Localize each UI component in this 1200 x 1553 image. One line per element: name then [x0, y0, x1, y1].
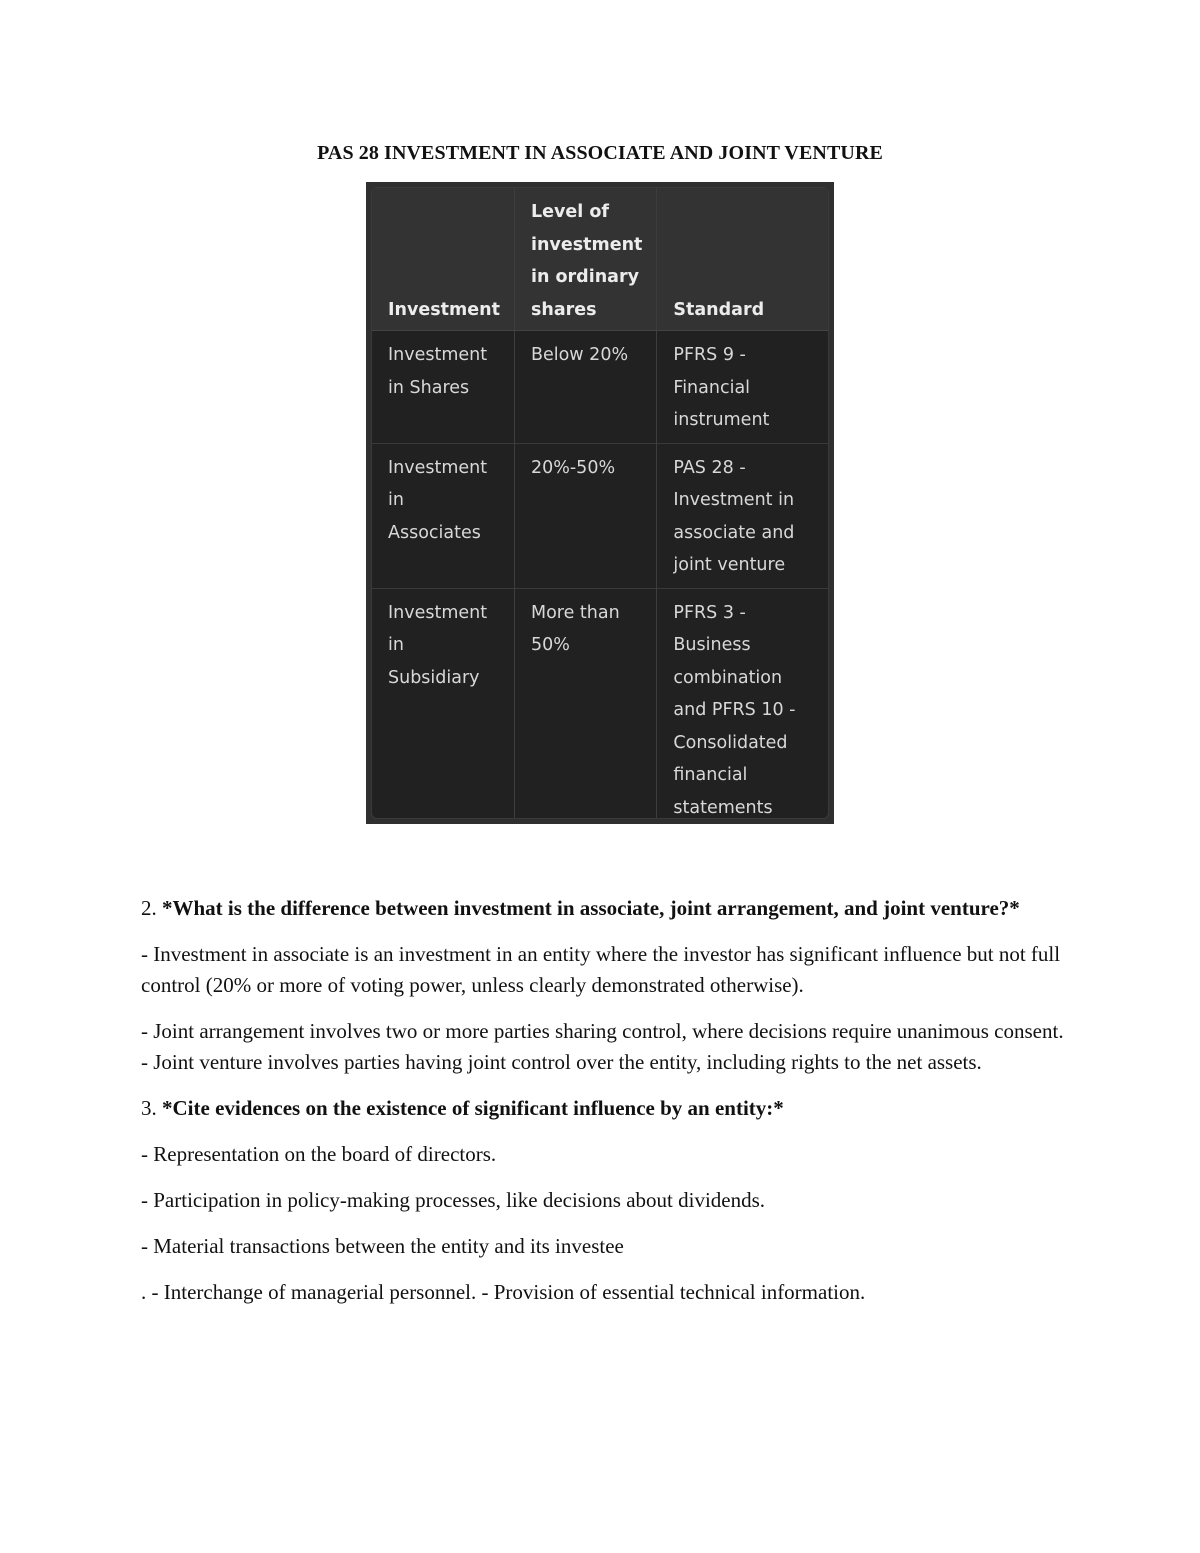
- table-cell-standard: PAS 28 - Investment in associate and joint venture: [673, 457, 795, 575]
- answer-paragraph: - Participation in policy-making processes, like decisions about dividends.: [141, 1188, 766, 1212]
- investment-table-image: [366, 182, 834, 824]
- table-header-row: [372, 188, 828, 331]
- question-number: 3.: [141, 1096, 157, 1120]
- header-standard: Standard: [657, 188, 828, 331]
- document-title: PAS 28 INVESTMENT IN ASSOCIATE AND JOINT VENTURE: [317, 142, 883, 164]
- answer-paragraph: - Material transactions between the entity and its investee: [141, 1234, 624, 1258]
- answer-paragraph: - Representation on the board of directors.: [141, 1142, 497, 1166]
- table-cell-investment: Investment in Subsidiary: [372, 588, 514, 819]
- investment-table-container: [371, 187, 829, 819]
- table-cell-level: 20%-50%: [514, 443, 656, 588]
- header-investment: Investment: [372, 188, 514, 331]
- question-2: [141, 893, 1071, 924]
- question-text: *What is the difference between investment in associate, joint arrangement, and joint venture?*: [156, 896, 1020, 920]
- table-row: [372, 588, 828, 819]
- table-cell-investment: Investment in Associates: [372, 443, 514, 588]
- table-cell-level: More than 50%: [514, 588, 656, 819]
- table-cell-investment: Investment in Shares: [372, 331, 514, 444]
- question-3: [141, 1093, 1071, 1124]
- table-cell-standard: PFRS 3 - Business combination and PFRS 10 - Consolidated financial statements: [673, 602, 796, 818]
- question-text: *Cite evidences on the existence of significant influence by an entity:*: [156, 1096, 784, 1120]
- table-row: [372, 443, 828, 588]
- answer-paragraph: - Joint arrangement involves two or more parties sharing control, where decisions require unanimous consent. - Joint venture involves parties having joint control over the entity, including rights to the net assets.: [141, 1019, 1064, 1074]
- answer-paragraph: - Investment in associate is an investment in an entity where the investor has significant influence but not full control (20% or more of voting power, unless clearly demonstrated otherwise).: [141, 942, 1061, 997]
- question-number: 2.: [141, 896, 157, 920]
- table-cell-level: Below 20%: [514, 331, 656, 444]
- header-level-of-investment: Level of investment in ordinary shares: [514, 188, 656, 331]
- answer-paragraph: . - Interchange of managerial personnel. - Provision of essential technical information.: [141, 1280, 866, 1304]
- investment-table: [372, 188, 828, 819]
- document-body: [141, 893, 1071, 1323]
- table-row: [372, 331, 828, 444]
- table-cell-standard: PFRS 9 - Financial instrument: [673, 345, 770, 430]
